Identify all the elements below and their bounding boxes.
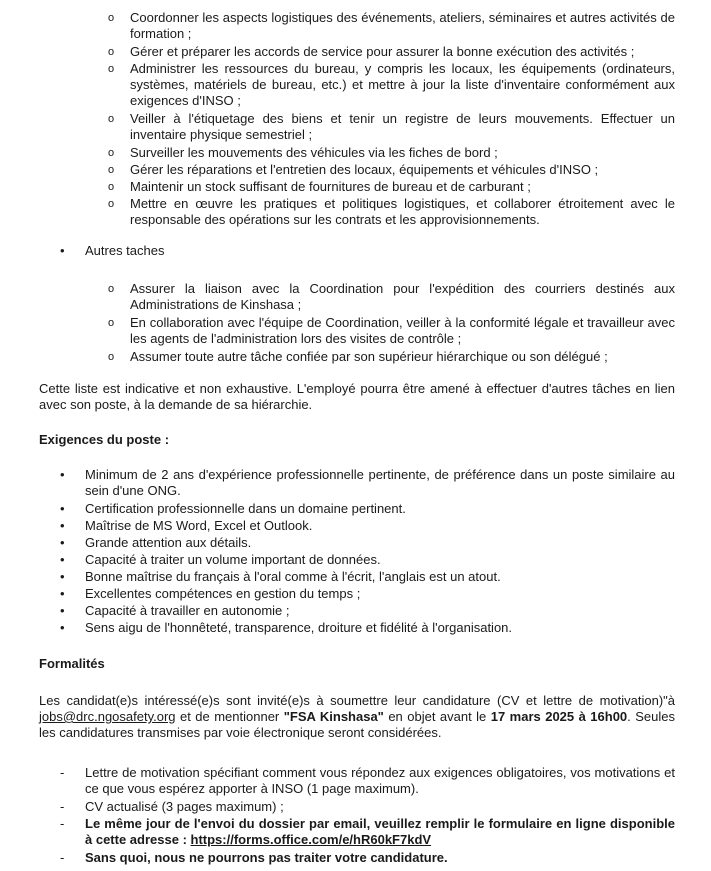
circle-bullet: o <box>108 63 115 75</box>
list-item: Gérer et préparer les accords de service pour assurer la bonne exécution des activités ; <box>130 44 635 59</box>
list-item: Capacité à traiter un volume important de données. <box>85 552 381 567</box>
dash-bullet: - <box>60 816 65 831</box>
formalites-intro-1: Les candidat(e)s intéressé(e)s sont invité(e)s à soumettre leur candidature (CV et lettre de motivation)"à <box>39 693 675 708</box>
list-item: Administrer les ressources du bureau, y compris les locaux, les équipements (ordinateurs, systèmes, matériels de bureau, etc.) et mettre à jour la liste d'inventaire conformément aux exigences d'INSO ; <box>130 61 675 108</box>
objet-text: "FSA Kinshasa" <box>283 709 384 724</box>
deadline-text: 17 mars 2025 à 16h00 <box>490 709 628 724</box>
list-item: Mettre en œuvre les pratiques et politiques logistiques, et collaborer étroitement avec le responsable des opérations sur les contrats et les approvisionnements. <box>130 196 675 227</box>
list-item: Maintenir un stock suffisant de fournitures de bureau et de carburant ; <box>130 179 531 194</box>
circle-bullet: o <box>108 283 115 295</box>
list-item: Sens aigu de l'honnêteté, transparence, droiture et fidélité à l'organisation. <box>85 620 513 635</box>
list-item: Assumer toute autre tâche confiée par son supérieur hiérarchique ou son délégué ; <box>130 349 608 364</box>
list-item: Lettre de motivation spécifiant comment vous répondez aux exigences obligatoires, vos motivations et ce que vous espérez apporter à INSO (1 page maximum). <box>85 765 675 796</box>
circle-bullet: o <box>108 113 115 125</box>
list-item: Coordonner les aspects logistiques des événements, ateliers, séminaires et autres activités de formation ; <box>130 10 675 41</box>
dot-bullet: • <box>60 552 65 567</box>
dot-bullet: • <box>60 535 65 550</box>
dot-bullet: • <box>60 518 65 533</box>
list-item: Grande attention aux détails. <box>85 535 252 550</box>
formalites-intro-3: en objet avant le <box>383 709 491 724</box>
list-item: Capacité à travailler en autonomie ; <box>85 603 290 618</box>
list-item <box>85 816 675 848</box>
dot-bullet: • <box>60 586 65 601</box>
list-item: Surveiller les mouvements des véhicules via les fiches de bord ; <box>130 145 498 160</box>
list-item: Certification professionnelle dans un domaine pertinent. <box>85 501 406 516</box>
formalites-intro-4: . Seules les candidatures transmises par voie électronique seront considérées. <box>39 709 675 740</box>
form-instruction: Le même jour de l'envoi du dossier par email, veuillez remplir le formulaire en ligne disponible à cette adresse : <box>85 816 675 847</box>
list-item: Maîtrise de MS Word, Excel et Outlook. <box>85 518 313 533</box>
dot-bullet: • <box>60 243 65 258</box>
dot-bullet: • <box>60 501 65 516</box>
dot-bullet: • <box>60 603 65 618</box>
circle-bullet: o <box>108 46 115 58</box>
formalites-paragraph <box>39 693 675 741</box>
dash-bullet: - <box>60 799 65 814</box>
section-label-autres-taches: Autres taches <box>85 243 165 258</box>
dot-bullet: • <box>60 620 65 635</box>
list-item: Assurer la liaison avec la Coordination pour l'expédition des courriers destinés aux Administrations de Kinshasa ; <box>130 281 675 312</box>
circle-bullet: o <box>108 317 115 329</box>
email-link[interactable]: jobs@drc.ngosafety.org <box>39 709 176 724</box>
heading-exigences: Exigences du poste : <box>39 432 170 447</box>
list-item: CV actualisé (3 pages maximum) ; <box>85 799 284 814</box>
circle-bullet: o <box>108 351 115 363</box>
list-item: Excellentes compétences en gestion du temps ; <box>85 586 361 601</box>
circle-bullet: o <box>108 164 115 176</box>
circle-bullet: o <box>108 147 115 159</box>
dot-bullet: • <box>60 467 65 482</box>
list-item: Minimum de 2 ans d'expérience professionnelle pertinente, de préférence dans un poste similaire au sein d'une ONG. <box>85 467 675 498</box>
dash-bullet: - <box>60 850 65 865</box>
list-item: En collaboration avec l'équipe de Coordination, veiller à la conformité légale et travailleur avec les agents de l'administration lors des visites de contrôle ; <box>130 315 675 346</box>
dot-bullet: • <box>60 569 65 584</box>
circle-bullet: o <box>108 12 115 24</box>
list-item: Gérer les réparations et l'entretien des locaux, équipements et véhicules d'INSO ; <box>130 162 599 177</box>
heading-formalites: Formalités <box>39 656 105 671</box>
list-item: Bonne maîtrise du français à l'oral comme à l'écrit, l'anglais est un atout. <box>85 569 501 584</box>
list-item: Sans quoi, nous ne pourrons pas traiter votre candidature. <box>85 850 448 865</box>
formalites-intro-2: et de mentionner <box>175 709 284 724</box>
circle-bullet: o <box>108 181 115 193</box>
list-item: Veiller à l'étiquetage des biens et tenir un registre de leurs mouvements. Effectuer un inventaire physique semestriel ; <box>130 111 675 142</box>
form-url-link[interactable]: https://forms.office.com/e/hR60kF7kdV <box>190 832 432 847</box>
dash-bullet: - <box>60 765 65 780</box>
circle-bullet: o <box>108 198 115 210</box>
note-paragraph: Cette liste est indicative et non exhaustive. L'employé pourra être amené à effectuer d'autres tâches en lien avec son poste, à la demande de sa hiérarchie. <box>39 381 675 412</box>
